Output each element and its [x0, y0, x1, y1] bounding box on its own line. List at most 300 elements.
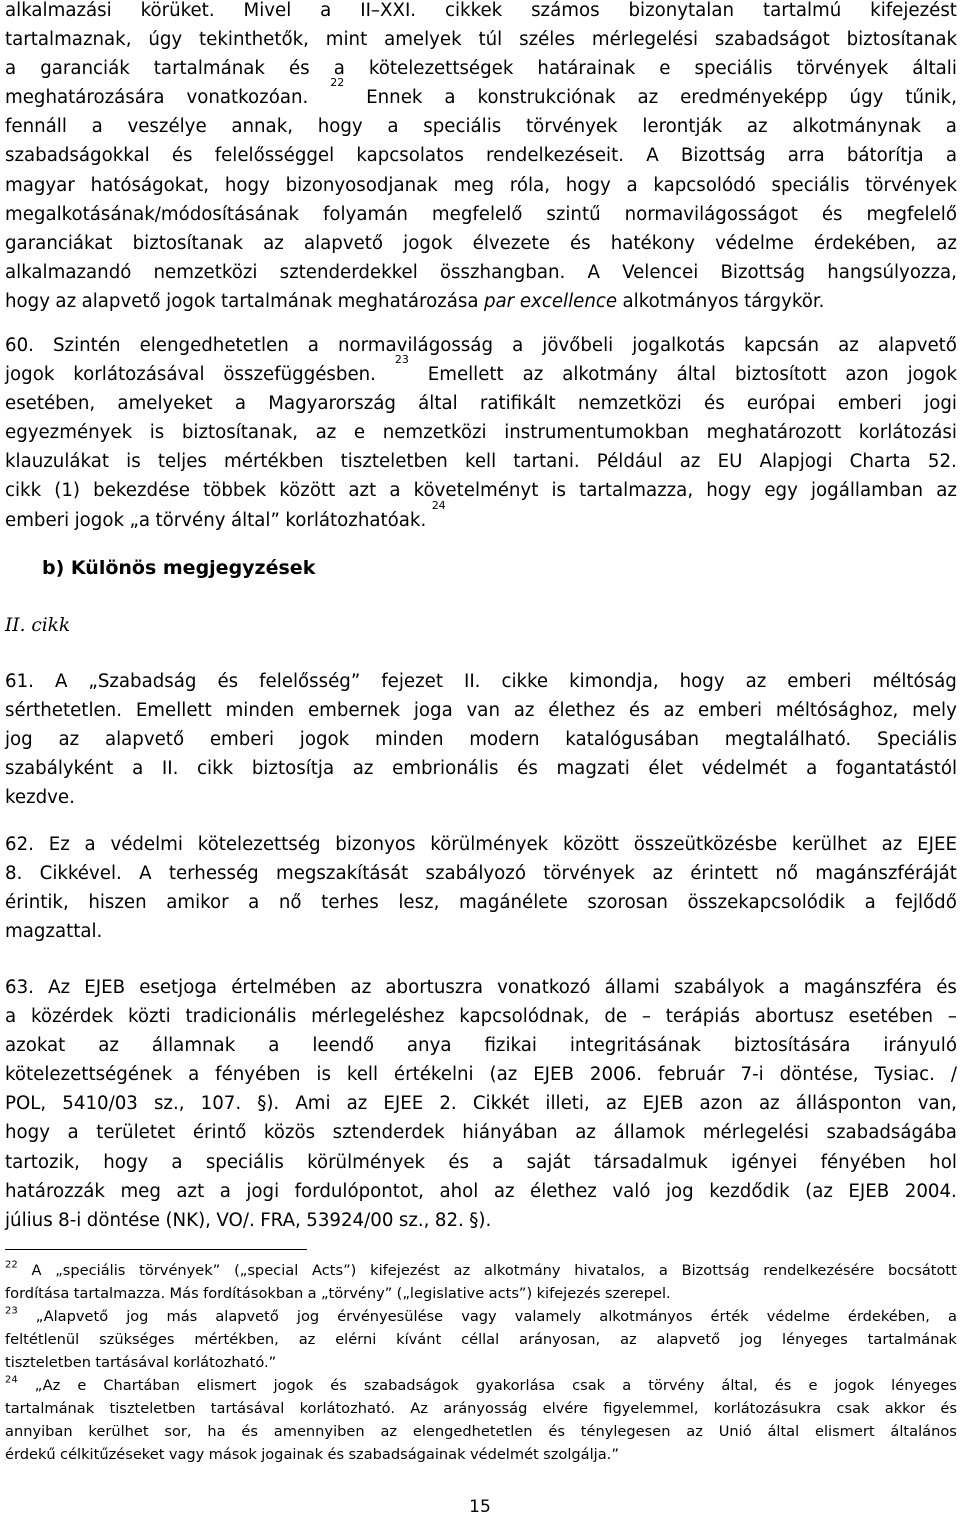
word: felelősséggel	[214, 145, 335, 167]
word: hogy	[679, 671, 725, 692]
word: a	[864, 892, 876, 914]
word: (az	[489, 1064, 518, 1086]
word: fennáll	[5, 116, 67, 138]
word: és	[327, 1446, 345, 1463]
word: Velencei	[622, 261, 699, 283]
text-line	[5, 1060, 957, 1089]
footnote-number: 22	[5, 1259, 18, 1271]
word: biztosítására	[733, 1035, 851, 1057]
word: hiszen	[88, 892, 147, 914]
text-line	[5, 258, 957, 287]
word: jogok	[74, 509, 125, 531]
word: emberi	[209, 729, 275, 751]
word: céllal	[461, 1331, 500, 1348]
word: 2.	[439, 1093, 457, 1115]
word: esetjoga	[139, 977, 218, 998]
word: hangsúlyozza,	[827, 261, 957, 283]
word: fejlődő	[895, 892, 957, 914]
word: 60.	[5, 335, 34, 356]
word: között	[562, 834, 619, 855]
word: par excellence	[483, 290, 618, 312]
text-line	[5, 725, 957, 754]
word: speciális	[205, 1151, 284, 1173]
word: jog	[296, 1308, 320, 1325]
word: és	[448, 1151, 469, 1173]
word: az	[352, 758, 374, 780]
word: és	[217, 671, 239, 692]
paragraph-60	[5, 331, 957, 535]
word: igényei	[731, 1151, 798, 1173]
text-line	[5, 1259, 957, 1282]
paragraph-61	[5, 667, 957, 812]
word: Cikkével.	[39, 863, 122, 885]
word: Alapjogi	[759, 451, 833, 473]
word: tartalmának	[220, 290, 333, 312]
word: A	[31, 1262, 42, 1279]
word: más	[166, 1308, 198, 1325]
word: szabályok	[673, 977, 765, 998]
word: Bizottság	[720, 261, 806, 283]
word: klauzulákat	[5, 451, 110, 473]
word: összekapcsolódik	[687, 892, 846, 914]
text-line	[5, 1031, 957, 1060]
word: tiszteletben	[109, 1400, 196, 1417]
word: széles	[519, 29, 576, 51]
word: jogi	[246, 1180, 280, 1202]
word: van,	[917, 1093, 957, 1115]
word: úgy	[148, 29, 183, 51]
word: az	[746, 116, 768, 138]
word: Bizottság	[681, 1262, 750, 1279]
word: rendelkezéseit.	[486, 145, 625, 167]
word: biztosítja	[251, 758, 335, 780]
word: sor,	[164, 1423, 192, 1440]
word: terápiás	[665, 1006, 740, 1028]
word: tartalmának	[867, 1331, 957, 1348]
word: összefüggésben.	[223, 364, 376, 386]
word: EU	[717, 451, 743, 473]
text-line	[5, 973, 957, 1002]
word: Tysiac.	[874, 1064, 935, 1086]
word: II.	[463, 671, 481, 692]
word: jogok	[299, 729, 350, 751]
word: arra	[787, 145, 825, 167]
word: azon	[845, 364, 889, 386]
word: az	[936, 232, 957, 254]
word: speciális	[423, 116, 502, 138]
word: a	[307, 335, 319, 356]
word: egy	[764, 480, 798, 502]
word: jogainak	[261, 1446, 324, 1463]
word: II.	[161, 758, 179, 780]
text-line	[5, 1374, 957, 1397]
text-line	[5, 1206, 957, 1235]
word: korlátozható.	[299, 1400, 395, 1417]
word: magánszféráját	[815, 863, 957, 885]
text-line	[5, 141, 957, 170]
word: elengedhetetlen	[412, 1423, 533, 1440]
word: vonatkozóan.	[186, 87, 309, 109]
word: hol	[929, 1151, 957, 1173]
word: államnak	[151, 1035, 236, 1057]
word: esetében,	[5, 393, 96, 415]
word: számos	[531, 0, 600, 21]
word: 53924/00	[306, 1209, 394, 1231]
word: az	[298, 1331, 316, 1348]
text-line	[5, 353, 957, 389]
word: e	[77, 1377, 87, 1394]
word: tűnik,	[905, 87, 957, 109]
word: területet	[96, 1122, 176, 1144]
word: arányosság	[443, 1400, 528, 1417]
word: jogok	[5, 364, 55, 386]
word: abortusz	[754, 1006, 834, 1028]
word: is	[316, 1064, 331, 1086]
word: EJEB	[533, 1064, 575, 1086]
word: élethez	[548, 700, 616, 722]
word: kerülhet	[791, 834, 867, 855]
word: által,	[721, 1377, 758, 1394]
text-line	[5, 1118, 957, 1147]
word: a	[219, 1180, 231, 1202]
word: törvény	[155, 509, 226, 531]
word: a	[333, 58, 345, 80]
word: ha	[207, 1423, 226, 1440]
word: alapvető	[81, 290, 161, 312]
word: lényeges	[782, 1331, 848, 1348]
word: folyamán	[323, 203, 408, 225]
word: körülmények	[307, 1151, 426, 1173]
word: célkitűzéseket	[60, 1446, 165, 1463]
word: Bizottság	[680, 145, 766, 167]
word: mértékben,	[194, 1331, 279, 1348]
word: jövőbeli	[542, 335, 614, 356]
word: és	[704, 393, 725, 415]
word: és	[330, 1377, 347, 1394]
paragraph-63	[5, 973, 957, 1235]
word: Speciális	[876, 729, 957, 751]
word: szerepel.	[604, 1285, 671, 1302]
text-line	[5, 783, 957, 812]
word: tartani.	[513, 451, 580, 473]
word: hiányában	[462, 1122, 558, 1144]
word: EJEB	[642, 1093, 684, 1115]
word: államok	[613, 1122, 686, 1144]
word: róla,	[509, 174, 550, 196]
word: élvezete	[472, 232, 550, 254]
word: a	[320, 0, 332, 21]
word: a	[947, 1308, 957, 1325]
word: cikkek	[444, 0, 503, 21]
word: biztosítanak	[846, 29, 957, 51]
text-line	[5, 447, 957, 476]
word: érték	[710, 1308, 749, 1325]
word: jogok	[907, 364, 957, 386]
word: az	[605, 1093, 627, 1115]
word: az	[679, 451, 701, 473]
word: méltóság	[872, 671, 957, 692]
word: sz.,	[153, 1093, 185, 1115]
word: az	[315, 422, 337, 444]
word: „Alapvető	[35, 1308, 109, 1325]
word: cikke	[501, 671, 549, 692]
word: a	[91, 116, 103, 138]
word: méltósághoz,	[775, 700, 899, 722]
word: és	[171, 145, 193, 167]
word: tartásával	[95, 1354, 169, 1371]
word: kerülhet	[88, 1423, 149, 1440]
word: való	[612, 1180, 651, 1202]
text-line	[5, 1397, 957, 1420]
word: Más	[169, 1285, 199, 1302]
word: tartalmának	[153, 58, 265, 80]
text-line	[5, 1002, 957, 1031]
word: rendelkezésére	[763, 1262, 875, 1279]
word: döntése,	[779, 1064, 859, 1086]
word: szorosan	[587, 892, 668, 914]
word: embernek	[307, 700, 401, 722]
word: védelmét	[701, 758, 788, 780]
word: mely	[912, 700, 957, 722]
word: jogok	[834, 1377, 875, 1394]
word: annyiban	[5, 1423, 73, 1440]
word: Unió	[718, 1423, 752, 1440]
word: minden	[225, 700, 295, 722]
word: („legislative	[396, 1285, 485, 1302]
word: kapcsolódó	[653, 174, 756, 196]
word: e	[808, 1377, 818, 1394]
word: a	[248, 892, 260, 914]
word: és	[241, 1423, 258, 1440]
word: július	[5, 1209, 53, 1231]
word: /	[950, 1064, 957, 1086]
word: jogi	[924, 393, 957, 415]
word: meghatározása	[337, 290, 479, 312]
word: amelyeket	[117, 393, 213, 415]
word: törvények”	[139, 1262, 221, 1279]
word: hogy	[5, 290, 50, 312]
word: védelme	[766, 1308, 830, 1325]
word: értelmében	[231, 977, 337, 998]
word: kifejezést	[870, 0, 957, 21]
word: tiszteletben	[5, 1354, 91, 1371]
word: magánélete	[458, 892, 568, 914]
word: kötelezettségek	[368, 58, 514, 80]
word: integritásának	[569, 1035, 701, 1057]
word: biztosított	[735, 364, 827, 386]
word: konstrukciónak	[477, 87, 616, 109]
word: bizonytalan	[628, 0, 735, 21]
word: is	[126, 451, 141, 473]
word: (NK),	[165, 1209, 211, 1231]
word: hivatalos,	[574, 1262, 646, 1279]
word: instrumentumokban	[504, 422, 690, 444]
word: Emellett	[427, 364, 504, 386]
word: van	[466, 700, 500, 722]
word: az	[652, 863, 673, 885]
word: A	[139, 863, 152, 885]
word: e	[659, 58, 671, 80]
word: a	[512, 335, 524, 356]
word: bizonyosodjanak	[285, 174, 438, 196]
word: biztosítanak	[132, 232, 244, 254]
word: alkalmazandó	[5, 261, 132, 283]
word: leendő	[312, 1035, 374, 1057]
word: Az	[410, 1400, 428, 1417]
word: II–XXI.	[360, 0, 417, 21]
word: a	[84, 834, 96, 855]
word: érintő	[192, 1122, 247, 1144]
word: hogy	[103, 1151, 149, 1173]
word: garanciákat	[5, 232, 113, 254]
word: arányosan,	[519, 1331, 601, 1348]
word: figyelemmel,	[603, 1400, 699, 1417]
text-line	[5, 917, 957, 946]
text-line	[5, 1305, 957, 1328]
word: a	[444, 87, 456, 109]
word: POL,	[5, 1093, 47, 1115]
word: jog	[5, 729, 33, 751]
word: eredményeképp	[680, 87, 828, 109]
text-line	[5, 112, 957, 141]
word: mérlegelési	[591, 29, 699, 51]
word: az	[350, 977, 372, 998]
word: jogok	[403, 232, 453, 254]
word: joga	[413, 700, 453, 722]
word: a	[5, 58, 17, 80]
text-line	[5, 200, 957, 229]
text-line	[5, 287, 957, 316]
word: a	[945, 116, 957, 138]
text-line	[5, 1177, 957, 1206]
word: az	[98, 1035, 119, 1057]
word: kapcsolódnak,	[459, 1006, 590, 1028]
text-line	[5, 830, 957, 859]
word: modern	[469, 729, 540, 751]
word: tekinthetők,	[199, 29, 309, 51]
word: közös	[263, 1122, 316, 1144]
word: EJEE	[917, 834, 957, 855]
word: az	[936, 480, 957, 502]
word: fordításokban	[203, 1285, 304, 1302]
word: a	[389, 480, 401, 502]
word: garanciák	[40, 58, 130, 80]
word: tárgykör.	[744, 290, 825, 312]
word: magyar	[5, 174, 75, 196]
word: mint	[325, 29, 368, 51]
word: ahol	[439, 1180, 479, 1202]
word: hogy	[706, 480, 752, 502]
word: alapvető	[656, 1331, 721, 1348]
word: lerontják	[642, 116, 723, 138]
word: tiszteletben	[340, 451, 448, 473]
word: szabadságokkal	[5, 145, 150, 167]
word: emberi	[787, 671, 852, 692]
word: és	[288, 58, 310, 80]
word: közérdek	[30, 1006, 114, 1028]
word: VO/.	[216, 1209, 255, 1231]
word: összeütközésbe	[633, 834, 778, 855]
word: követelményt	[413, 480, 539, 502]
word: kezdve.	[5, 787, 75, 809]
word: korlátozásukra	[713, 1400, 822, 1417]
word: érdekében,	[847, 1308, 930, 1325]
word: a	[387, 116, 399, 138]
word: elismert	[196, 1377, 257, 1394]
word: és	[936, 977, 957, 998]
word: kapcsán	[743, 335, 820, 356]
word: alapvető	[303, 232, 384, 254]
word: kapcsolatos	[356, 145, 464, 167]
section-heading: b) Különös megjegyzések	[42, 557, 316, 579]
text-line	[5, 1089, 957, 1118]
word: tartalmú	[762, 0, 842, 21]
word: magánszféra	[803, 977, 923, 998]
word: hogy	[224, 174, 270, 196]
word: elengedhetetlen	[139, 335, 289, 356]
word: és	[517, 758, 538, 780]
word: mások	[208, 1446, 257, 1463]
word: tartalmazza,	[579, 480, 694, 502]
word: „törvény”	[321, 1285, 393, 1302]
word: kell	[346, 1064, 379, 1086]
word: és	[569, 232, 591, 254]
word: cikk	[197, 758, 234, 780]
word: az	[663, 700, 685, 722]
word: alkalmazási	[5, 0, 112, 21]
word: 8-i	[58, 1209, 82, 1231]
word: és	[548, 1423, 565, 1440]
word: alkotmány	[483, 1262, 561, 1279]
word: az	[637, 87, 659, 109]
word: fordulópontot,	[294, 1180, 424, 1202]
word: a	[622, 1377, 632, 1394]
word: meg	[120, 1180, 161, 1202]
word: szabályozó	[425, 863, 526, 885]
word: megfelelő	[431, 203, 523, 225]
text-line	[5, 1282, 957, 1305]
word: biztosítanak,	[181, 422, 299, 444]
word: kell	[464, 451, 497, 473]
word: az	[346, 1093, 368, 1115]
word: többek	[203, 480, 267, 502]
text-line	[5, 667, 957, 696]
word: az	[620, 1331, 637, 1348]
word: bekezdése	[93, 480, 190, 502]
word: tartásával	[210, 1400, 285, 1417]
word: 82.	[434, 1209, 464, 1231]
word: emberi	[5, 509, 70, 531]
word: sz.,	[398, 1209, 430, 1231]
word: nő	[775, 863, 799, 885]
word: A	[646, 145, 659, 167]
text-line	[5, 1443, 957, 1466]
word: a	[778, 977, 790, 998]
word: alkotmányos	[599, 1308, 693, 1325]
text-line	[5, 754, 957, 783]
word: tartozik,	[5, 1151, 80, 1173]
word: Mivel	[243, 0, 292, 21]
word: katalógusában	[565, 729, 700, 751]
word: állásponton	[795, 1093, 902, 1115]
text-line	[5, 171, 957, 200]
word: (az	[805, 1180, 833, 1202]
word: bátorítja	[846, 145, 924, 167]
footnote-ref: 24	[431, 498, 446, 512]
word: és	[628, 700, 650, 722]
word: kezdődik	[709, 1180, 790, 1202]
word: a	[945, 145, 957, 167]
